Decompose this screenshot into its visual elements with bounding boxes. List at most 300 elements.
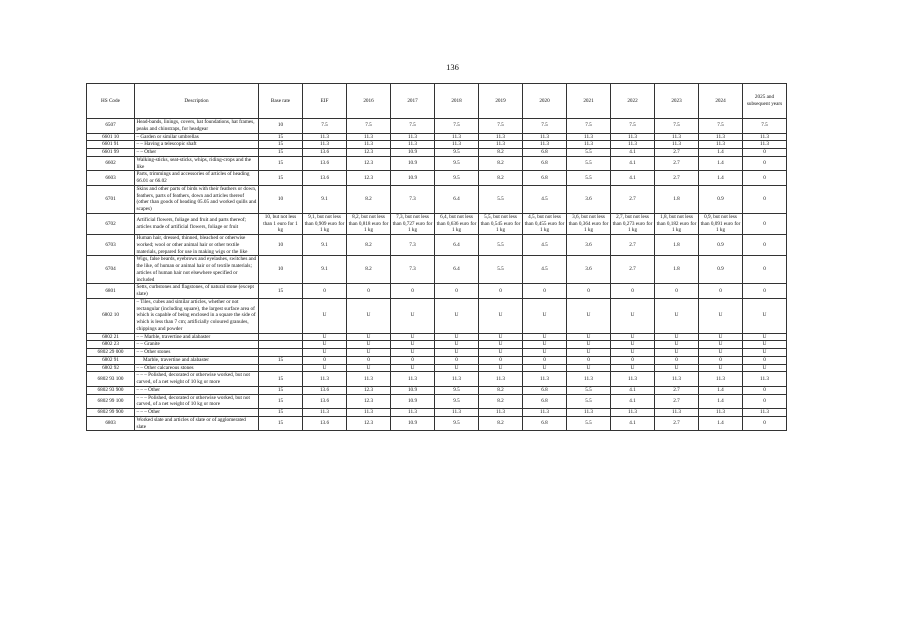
description-cell: Skins and other parts of birds with their feathers or down, feathers, parts of feathers, down and articles thereof (other than goods of heading 05.05 and worked quills and scapes) — [135, 185, 259, 213]
header-2018: 2018 — [435, 84, 479, 119]
rate-cell: 11.3 — [567, 372, 611, 387]
rate-cell: 1.8 — [655, 185, 699, 213]
table-row — [87, 372, 787, 387]
rate-cell: 7.5 — [435, 119, 479, 134]
base-rate-cell: 15 — [259, 171, 303, 186]
hs-code-cell: 6802 23 — [87, 341, 135, 349]
rate-cell: 2.7 — [655, 171, 699, 186]
rate-cell: 10.9 — [391, 156, 435, 171]
rate-cell: 11.3 — [347, 133, 391, 141]
description-cell: Artificial flowers, foliage and fruit and parts thereof; articles made of artificial flowers, foliage or fruit — [135, 213, 259, 234]
rate-cell: 4.5 — [523, 256, 567, 284]
hs-code-cell: 6802 10 — [87, 298, 135, 333]
rate-cell: 2.7 — [655, 156, 699, 171]
rate-cell: 0 — [479, 284, 523, 299]
rate-cell: 2.7 — [655, 394, 699, 409]
rate-cell: 7.5 — [347, 119, 391, 134]
rate-cell: 0 — [743, 185, 787, 213]
rate-cell: 11.3 — [523, 141, 567, 149]
hs-code-cell: 6802 21 — [87, 333, 135, 341]
rate-cell: 9.1 — [303, 256, 347, 284]
base-rate-cell: 15 — [259, 149, 303, 157]
rate-cell: 3,6, but not less than 0,364 euro for 1 kg — [567, 213, 611, 234]
rate-cell: 10.9 — [391, 386, 435, 394]
rate-cell: 11.3 — [611, 133, 655, 141]
rate-cell: 3.6 — [567, 256, 611, 284]
table-row — [87, 256, 787, 284]
rate-cell: 10.9 — [391, 416, 435, 431]
rate-cell: 8.2 — [479, 149, 523, 157]
rate-cell: 8.2 — [479, 171, 523, 186]
rate-cell: 11.3 — [743, 372, 787, 387]
rate-cell: 9.5 — [435, 394, 479, 409]
header-2019: 2019 — [479, 84, 523, 119]
table-row — [87, 409, 787, 417]
rate-cell: 6.8 — [523, 156, 567, 171]
rate-cell: 8.2 — [347, 256, 391, 284]
hs-code-cell: 6704 — [87, 256, 135, 284]
table-row — [87, 149, 787, 157]
rate-cell: 0.9 — [699, 185, 743, 213]
header-2021: 2021 — [567, 84, 611, 119]
rate-cell: 0 — [611, 356, 655, 364]
rate-cell: 8.2 — [347, 185, 391, 213]
rate-cell: 0 — [347, 284, 391, 299]
rate-cell: 11.3 — [611, 409, 655, 417]
rate-cell: 0 — [743, 416, 787, 431]
table-row — [87, 333, 787, 341]
rate-cell: 0 — [391, 356, 435, 364]
table-row — [87, 185, 787, 213]
rate-cell: 0 — [743, 386, 787, 394]
table-row — [87, 298, 787, 333]
rate-cell: 0 — [743, 394, 787, 409]
header-2022: 2022 — [611, 84, 655, 119]
base-rate-cell: 15 — [259, 133, 303, 141]
rate-cell: 5.5 — [567, 394, 611, 409]
rate-cell: U — [611, 333, 655, 341]
rate-cell: 0 — [303, 356, 347, 364]
table-body — [87, 119, 787, 431]
rate-cell: 0 — [611, 284, 655, 299]
base-rate-cell: 10 — [259, 256, 303, 284]
table-row — [87, 356, 787, 364]
rate-cell: U — [655, 364, 699, 372]
table-row — [87, 156, 787, 171]
rate-cell: U — [567, 364, 611, 372]
rate-cell: 0 — [435, 356, 479, 364]
description-cell: – – Granite — [135, 341, 259, 349]
rate-cell: 9.5 — [435, 171, 479, 186]
rate-cell: U — [699, 349, 743, 357]
rate-cell: 11.3 — [699, 141, 743, 149]
rate-cell: 9.5 — [435, 386, 479, 394]
rate-cell: 11.3 — [435, 409, 479, 417]
rate-cell: 4.1 — [611, 394, 655, 409]
rate-cell: U — [347, 364, 391, 372]
rate-cell: 2.7 — [655, 386, 699, 394]
description-cell: Worked slate and articles of slate or of agglomerated slate — [135, 416, 259, 431]
rate-cell: 11.3 — [655, 372, 699, 387]
hs-code-cell: 6701 — [87, 185, 135, 213]
description-cell: – – – Other — [135, 386, 259, 394]
rate-cell: 11.3 — [699, 372, 743, 387]
rate-cell: 6.8 — [523, 394, 567, 409]
rate-cell: 11.3 — [655, 133, 699, 141]
description-cell: – – Other — [135, 149, 259, 157]
rate-cell: 4,5, but not less than 0,455 euro for 1 kg — [523, 213, 567, 234]
rate-cell: 5.5 — [567, 386, 611, 394]
rate-cell: 9,1, but not less than 0,909 euro for 1 kg — [303, 213, 347, 234]
rate-cell: U — [523, 298, 567, 333]
table-row — [87, 394, 787, 409]
description-cell: – – – Polished, decorated or otherwise worked, but not carved, of a net weight of 10 kg or more — [135, 394, 259, 409]
rate-cell: 12.3 — [347, 156, 391, 171]
rate-cell: 5.5 — [567, 149, 611, 157]
rate-cell: U — [699, 298, 743, 333]
rate-cell: 11.3 — [435, 372, 479, 387]
hs-code-cell: 6702 — [87, 213, 135, 234]
rate-cell: 4.1 — [611, 149, 655, 157]
rate-cell: 11.3 — [655, 409, 699, 417]
rate-cell: 5,5, but not less than 0,545 euro for 1 kg — [479, 213, 523, 234]
rate-cell: 0 — [391, 284, 435, 299]
rate-cell: U — [479, 341, 523, 349]
rate-cell: 11.3 — [435, 133, 479, 141]
rate-cell: U — [391, 333, 435, 341]
rate-cell: 7.5 — [611, 119, 655, 134]
base-rate-cell — [259, 364, 303, 372]
rate-cell: 11.3 — [743, 133, 787, 141]
hs-code-cell: 6802 99 100 — [87, 394, 135, 409]
rate-cell: U — [391, 364, 435, 372]
rate-cell: 9.5 — [435, 149, 479, 157]
rate-cell: 12.3 — [347, 394, 391, 409]
rate-cell: 11.3 — [479, 141, 523, 149]
rate-cell: 2.7 — [611, 256, 655, 284]
description-cell: – – Other stones — [135, 349, 259, 357]
rate-cell: 1.4 — [699, 416, 743, 431]
rate-cell: 0,9, but not less than 0,091 euro for 1 kg — [699, 213, 743, 234]
base-rate-cell: 10, but not less than 1 euro for 1 kg — [259, 213, 303, 234]
rate-cell: 0 — [523, 356, 567, 364]
rate-cell: 1.4 — [699, 171, 743, 186]
rate-cell: 4.1 — [611, 156, 655, 171]
description-cell: Head-bands, linings, covers, hat foundations, hat frames, peaks and chinstraps, for headgear — [135, 119, 259, 134]
hs-code-cell: 6803 — [87, 416, 135, 431]
rate-cell: 7.5 — [479, 119, 523, 134]
rate-cell: 0 — [743, 171, 787, 186]
rate-cell: U — [303, 341, 347, 349]
rate-cell: 7.5 — [699, 119, 743, 134]
table-row — [87, 349, 787, 357]
rate-cell: 8.2 — [479, 394, 523, 409]
rate-cell: 5.5 — [479, 256, 523, 284]
description-cell: – Tiles, cubes and similar articles, whether or not rectangular (including square), the largest surface area of which is capable of being enclosed in a square the side of which is less than 7 cm; artificially coloured granules, chippings and powder — [135, 298, 259, 333]
rate-cell: 4.5 — [523, 235, 567, 256]
rate-cell: 7.5 — [567, 119, 611, 134]
rate-cell: U — [435, 364, 479, 372]
rate-cell: U — [347, 341, 391, 349]
rate-cell: 7.5 — [743, 119, 787, 134]
rate-cell: 11.3 — [567, 141, 611, 149]
rate-cell: 7.5 — [303, 119, 347, 134]
rate-cell: 5.5 — [479, 235, 523, 256]
description-cell: Wigs, false beards, eyebrows and eyelashes, switches and the like, of human or animal hair or of textile materials; articles of human hair not elsewhere specified or included — [135, 256, 259, 284]
rate-cell: 13.6 — [303, 171, 347, 186]
header-2017: 2017 — [391, 84, 435, 119]
base-rate-cell: 15 — [259, 141, 303, 149]
rate-cell: 11.3 — [743, 141, 787, 149]
rate-cell: 5.5 — [567, 156, 611, 171]
rate-cell: 9.1 — [303, 235, 347, 256]
base-rate-cell: 15 — [259, 356, 303, 364]
rate-cell: 0 — [699, 284, 743, 299]
rate-cell: 1.4 — [699, 386, 743, 394]
table-row — [87, 341, 787, 349]
rate-cell: 11.3 — [303, 141, 347, 149]
rate-cell: 10.9 — [391, 149, 435, 157]
rate-cell: 11.3 — [391, 133, 435, 141]
description-cell: – Garden or similar umbrellas — [135, 133, 259, 141]
rate-cell: 12.3 — [347, 171, 391, 186]
rate-cell: U — [611, 364, 655, 372]
hs-code-cell: 6602 — [87, 156, 135, 171]
rate-cell: U — [435, 341, 479, 349]
base-rate-cell: 15 — [259, 284, 303, 299]
header-base-rate: Base rate — [259, 84, 303, 119]
rate-cell: 9.5 — [435, 156, 479, 171]
rate-cell: 12.3 — [347, 386, 391, 394]
rate-cell: U — [479, 298, 523, 333]
rate-cell: 1.4 — [699, 156, 743, 171]
rate-cell: 0 — [435, 284, 479, 299]
rate-cell: 11.3 — [435, 141, 479, 149]
header-2020: 2020 — [523, 84, 567, 119]
rate-cell: U — [743, 333, 787, 341]
rate-cell: 11.3 — [479, 409, 523, 417]
rate-cell: 2.7 — [655, 416, 699, 431]
rate-cell: 9.5 — [435, 416, 479, 431]
base-rate-cell: 10 — [259, 235, 303, 256]
rate-cell: 0 — [655, 284, 699, 299]
rate-cell: 6.8 — [523, 416, 567, 431]
rate-cell: 0 — [479, 356, 523, 364]
rate-cell: 7.5 — [655, 119, 699, 134]
rate-cell: 11.3 — [523, 133, 567, 141]
hs-code-cell: 6802 93 900 — [87, 386, 135, 394]
rate-cell: 11.3 — [347, 372, 391, 387]
rate-cell: 9.1 — [303, 185, 347, 213]
rate-cell: 1,8, but not less than 0,182 euro for 1 kg — [655, 213, 699, 234]
rate-cell: 11.3 — [699, 409, 743, 417]
rate-cell: 11.3 — [479, 372, 523, 387]
rate-cell: U — [523, 341, 567, 349]
rate-cell: 13.6 — [303, 386, 347, 394]
rate-cell: 12.3 — [347, 416, 391, 431]
rate-cell: U — [347, 349, 391, 357]
rate-cell: U — [743, 341, 787, 349]
rate-cell: 11.3 — [391, 372, 435, 387]
rate-cell: 11.3 — [391, 141, 435, 149]
rate-cell: 0 — [655, 356, 699, 364]
header-2016: 2016 — [347, 84, 391, 119]
rate-cell: 8.2 — [479, 386, 523, 394]
rate-cell: 6.4 — [435, 185, 479, 213]
rate-cell: 13.6 — [303, 394, 347, 409]
rate-cell: U — [655, 349, 699, 357]
rate-cell: 7,3, but not less than 0,727 euro for 1 kg — [391, 213, 435, 234]
rate-cell: 11.3 — [523, 409, 567, 417]
header-hs-code: HS Code — [87, 84, 135, 119]
rate-cell: 2.7 — [655, 149, 699, 157]
table-row — [87, 386, 787, 394]
rate-cell: U — [567, 341, 611, 349]
rate-cell: 0 — [743, 149, 787, 157]
rate-cell: U — [347, 298, 391, 333]
rate-cell: 6.4 — [435, 235, 479, 256]
base-rate-cell — [259, 349, 303, 357]
rate-cell: 5.5 — [567, 416, 611, 431]
rate-cell: 7.3 — [391, 256, 435, 284]
rate-cell: U — [435, 349, 479, 357]
header-2024: 2024 — [699, 84, 743, 119]
rate-cell: U — [655, 341, 699, 349]
rate-cell: 6,4, but not less than 0,636 euro for 1 kg — [435, 213, 479, 234]
rate-cell: 2.7 — [611, 235, 655, 256]
hs-code-cell: 6703 — [87, 235, 135, 256]
rate-cell: 10.9 — [391, 394, 435, 409]
rate-cell: U — [435, 333, 479, 341]
rate-cell: U — [523, 364, 567, 372]
rate-cell: 0 — [567, 284, 611, 299]
rate-cell: 1.8 — [655, 256, 699, 284]
rate-cell: 8.2 — [479, 416, 523, 431]
rate-cell: U — [391, 298, 435, 333]
rate-cell: 0 — [743, 156, 787, 171]
hs-code-cell: 6801 — [87, 284, 135, 299]
rate-cell: 0.9 — [699, 235, 743, 256]
rate-cell: 0 — [347, 356, 391, 364]
rate-cell: 11.3 — [479, 133, 523, 141]
table-row — [87, 141, 787, 149]
rate-cell: U — [435, 298, 479, 333]
rate-cell: 11.3 — [347, 141, 391, 149]
rate-cell: 3.6 — [567, 185, 611, 213]
rate-cell: U — [567, 349, 611, 357]
hs-code-cell: 6802 93 100 — [87, 372, 135, 387]
hs-code-cell: 6802 99 900 — [87, 409, 135, 417]
rate-cell: U — [347, 333, 391, 341]
rate-cell: 5.5 — [479, 185, 523, 213]
rate-cell: 11.3 — [567, 409, 611, 417]
base-rate-cell — [259, 341, 303, 349]
rate-cell: U — [479, 364, 523, 372]
rate-cell: U — [303, 349, 347, 357]
rate-cell: U — [391, 341, 435, 349]
rate-cell: 0 — [699, 356, 743, 364]
description-cell: – – Other calcareous stones — [135, 364, 259, 372]
rate-cell: 13.6 — [303, 149, 347, 157]
table-row — [87, 171, 787, 186]
description-cell: – – Marble, travertine and alabaster — [135, 333, 259, 341]
table-row — [87, 416, 787, 431]
rate-cell: U — [743, 349, 787, 357]
hs-code-cell: 6601 99 — [87, 149, 135, 157]
hs-code-cell: 6507 — [87, 119, 135, 134]
rate-cell: 7.3 — [391, 185, 435, 213]
rate-cell: 11.3 — [611, 141, 655, 149]
table-row — [87, 284, 787, 299]
rate-cell: U — [611, 341, 655, 349]
page-number: 136 — [446, 62, 459, 72]
rate-cell: 6.8 — [523, 386, 567, 394]
description-cell: Setts, curbstones and flagstones, of natural stone (except slate) — [135, 284, 259, 299]
rate-cell: U — [303, 364, 347, 372]
header-description: Description — [135, 84, 259, 119]
rate-cell: 11.3 — [611, 372, 655, 387]
hs-code-cell: 6601 91 — [87, 141, 135, 149]
rate-cell: U — [743, 298, 787, 333]
rate-cell: 7.3 — [391, 235, 435, 256]
rate-cell: 4.1 — [611, 416, 655, 431]
rate-cell: 11.3 — [523, 372, 567, 387]
hs-code-cell: 6802 91 — [87, 356, 135, 364]
rate-cell: 1.4 — [699, 394, 743, 409]
description-cell: – – – Polished, decorated or otherwise worked, but not carved, of a net weight of 10 kg or more — [135, 372, 259, 387]
rate-cell: 11.3 — [699, 133, 743, 141]
table-row — [87, 213, 787, 234]
hs-code-cell: 6601 10 — [87, 133, 135, 141]
rate-cell: 10.9 — [391, 171, 435, 186]
rate-cell: U — [567, 333, 611, 341]
header-2025-subsequent: 2025 and subsequent years — [743, 84, 787, 119]
description-cell: – – – Other — [135, 409, 259, 417]
rate-cell: 7.5 — [523, 119, 567, 134]
rate-cell: U — [303, 333, 347, 341]
base-rate-cell: 15 — [259, 386, 303, 394]
rate-cell: 0 — [743, 356, 787, 364]
rate-cell: U — [699, 364, 743, 372]
rate-cell: 5.5 — [567, 171, 611, 186]
description-cell: Marble, travertine and alabaster — [135, 356, 259, 364]
rate-cell: 11.3 — [303, 372, 347, 387]
rate-cell: U — [391, 349, 435, 357]
table-row — [87, 133, 787, 141]
rate-cell: 0 — [743, 213, 787, 234]
base-rate-cell: 10 — [259, 185, 303, 213]
rate-cell: 1.8 — [655, 235, 699, 256]
rate-cell: U — [699, 333, 743, 341]
rate-cell: 0 — [743, 235, 787, 256]
rate-cell: 11.3 — [655, 141, 699, 149]
hs-code-cell: 6603 — [87, 171, 135, 186]
rate-cell: 6.8 — [523, 171, 567, 186]
base-rate-cell: 10 — [259, 119, 303, 134]
rate-cell: 0 — [567, 356, 611, 364]
base-rate-cell — [259, 333, 303, 341]
rate-cell: U — [655, 333, 699, 341]
description-cell: Human hair, dressed, thinned, bleached or otherwise worked; wool or other animal hair or other textile materials, prepared for use in making wigs or the like — [135, 235, 259, 256]
table-row — [87, 119, 787, 134]
header-eif: EIF — [303, 84, 347, 119]
rate-cell: 11.3 — [303, 409, 347, 417]
rate-cell: 0 — [743, 284, 787, 299]
rate-cell: U — [523, 333, 567, 341]
rate-cell: 0.9 — [699, 256, 743, 284]
rate-cell: U — [699, 341, 743, 349]
rate-cell: U — [567, 298, 611, 333]
